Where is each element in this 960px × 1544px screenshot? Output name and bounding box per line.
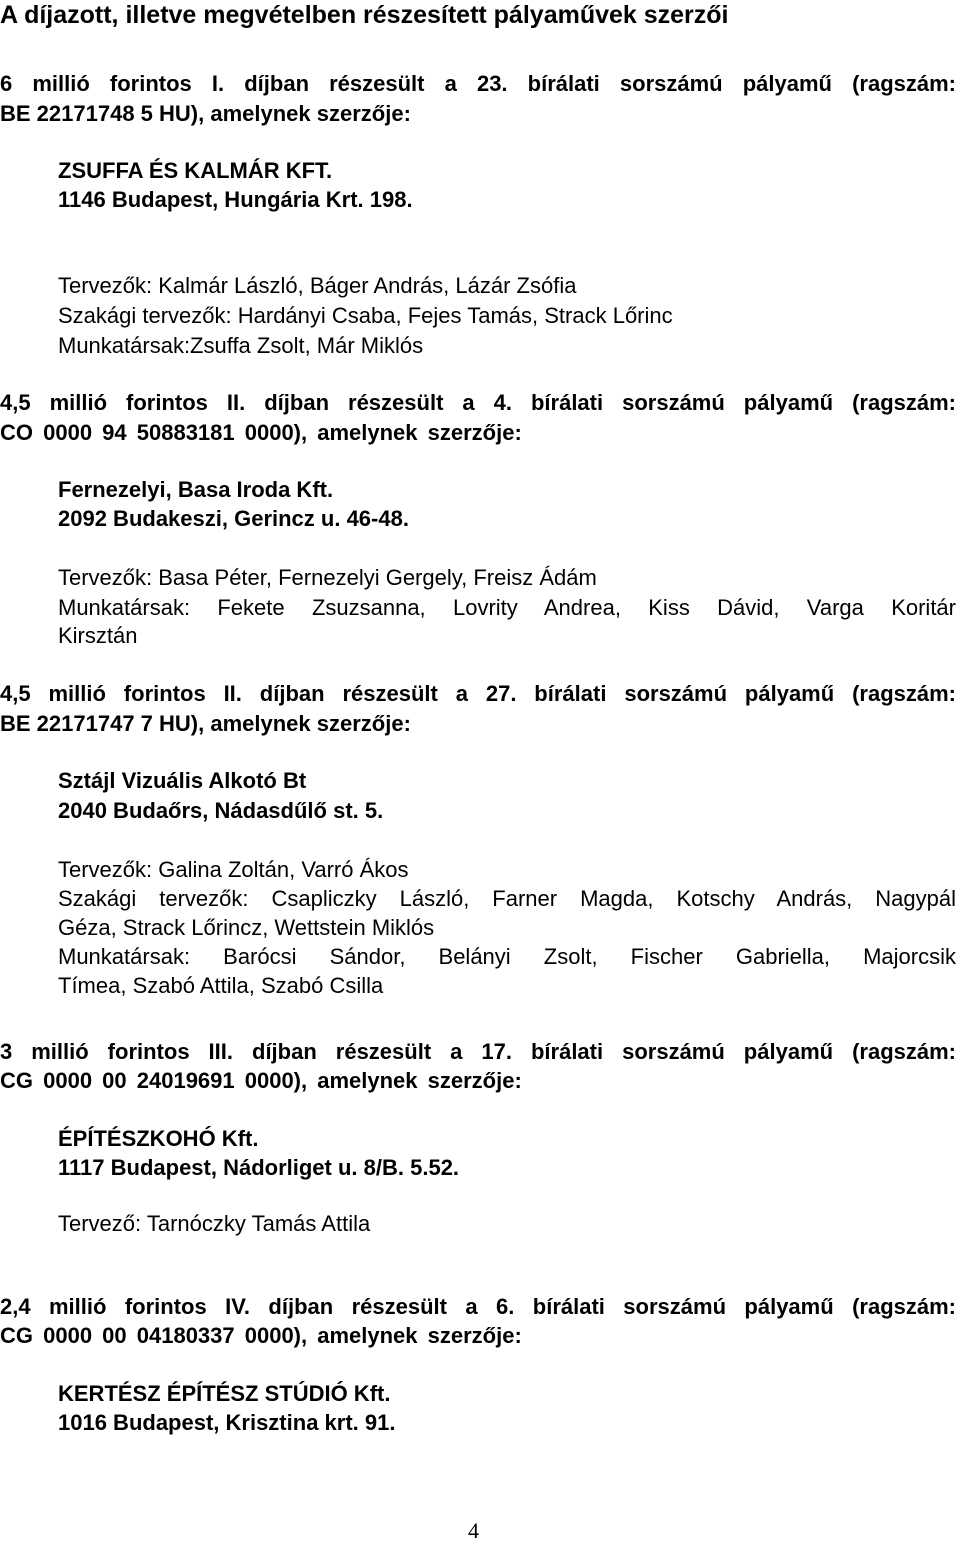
award-2-intro-line-2: CO 0000 94 50883181 0000), amelynek szerzője:: [0, 420, 522, 445]
award-2-firm-address: 2092 Budakeszi, Gerincz u. 46-48.: [58, 506, 409, 531]
award-3-associates-cont: Tímea, Szabó Attila, Szabó Csilla: [58, 973, 384, 998]
award-3-firm-address: 2040 Budaőrs, Nádasdűlő st. 5.: [58, 798, 384, 823]
page-number: 4: [468, 1518, 479, 1543]
award-1-intro-line-2: BE 22171748 5 HU), amelynek szerzője:: [0, 101, 411, 126]
award-4-firm-address: 1117 Budapest, Nádorliget u. 8/B. 5.52.: [58, 1155, 460, 1180]
award-4-designer: Tervező: Tarnóczky Tamás Attila: [58, 1211, 371, 1236]
award-3-intro-line-1: 4,5 millió forintos II. díjban részesült a 27. bírálati sorszámú pályamű (ragszám:: [0, 681, 956, 706]
award-3-firm-name: Sztájl Vizuális Alkotó Bt: [58, 768, 307, 793]
award-3-specialist-designers-cont: Géza, Strack Lőrincz, Wettstein Miklós: [58, 915, 435, 940]
award-1-firm-address: 1146 Budapest, Hungária Krt. 198.: [58, 187, 413, 212]
award-3-associates: Munkatársak: Barócsi Sándor, Belányi Zsolt, Fischer Gabriella, Majorcsik: [58, 944, 956, 969]
award-1-firm-name: ZSUFFA ÉS KALMÁR KFT.: [58, 158, 333, 183]
award-4-firm-name: ÉPÍTÉSZKOHÓ Kft.: [58, 1126, 259, 1151]
award-2-designers: Tervezők: Basa Péter, Fernezelyi Gergely, Freisz Ádám: [58, 565, 597, 590]
award-4-intro-line-1: 3 millió forintos III. díjban részesült a 17. bírálati sorszámú pályamű (ragszám:: [0, 1039, 956, 1064]
page-title: A díjazott, illetve megvételben részesített pályaművek szerzői: [0, 1, 729, 29]
award-5-firm-address: 1016 Budapest, Krisztina krt. 91.: [58, 1410, 396, 1435]
award-5-intro-line-2: CG 0000 00 04180337 0000), amelynek szerzője:: [0, 1323, 522, 1348]
award-3-intro-line-2: BE 22171747 7 HU), amelynek szerzője:: [0, 711, 411, 736]
award-1-associates: Munkatársak:Zsuffa Zsolt, Már Miklós: [58, 333, 424, 358]
award-2-firm-name: Fernezelyi, Basa Iroda Kft.: [58, 477, 334, 502]
award-3-specialist-designers: Szakági tervezők: Csapliczky László, Farner Magda, Kotschy András, Nagypál: [58, 886, 956, 911]
award-1-designers: Tervezők: Kalmár László, Báger András, Lázár Zsófia: [58, 273, 577, 298]
award-2-associates-cont: Kirsztán: [58, 623, 138, 648]
award-1-specialist-designers: Szakági tervezők: Hardányi Csaba, Fejes Tamás, Strack Lőrinc: [58, 303, 673, 328]
award-5-firm-name: KERTÉSZ ÉPÍTÉSZ STÚDIÓ Kft.: [58, 1381, 391, 1406]
award-5-intro-line-1: 2,4 millió forintos IV. díjban részesült a 6. bírálati sorszámú pályamű (ragszám:: [0, 1294, 956, 1319]
award-2-intro-line-1: 4,5 millió forintos II. díjban részesült a 4. bírálati sorszámú pályamű (ragszám:: [0, 390, 956, 415]
award-3-designers: Tervezők: Galina Zoltán, Varró Ákos: [58, 857, 409, 882]
award-2-associates: Munkatársak: Fekete Zsuzsanna, Lovrity Andrea, Kiss Dávid, Varga Koritár: [58, 595, 956, 620]
award-1-intro-line-1: 6 millió forintos I. díjban részesült a 23. bírálati sorszámú pályamű (ragszám:: [0, 71, 956, 96]
award-4-intro-line-2: CG 0000 00 24019691 0000), amelynek szerzője:: [0, 1068, 522, 1093]
